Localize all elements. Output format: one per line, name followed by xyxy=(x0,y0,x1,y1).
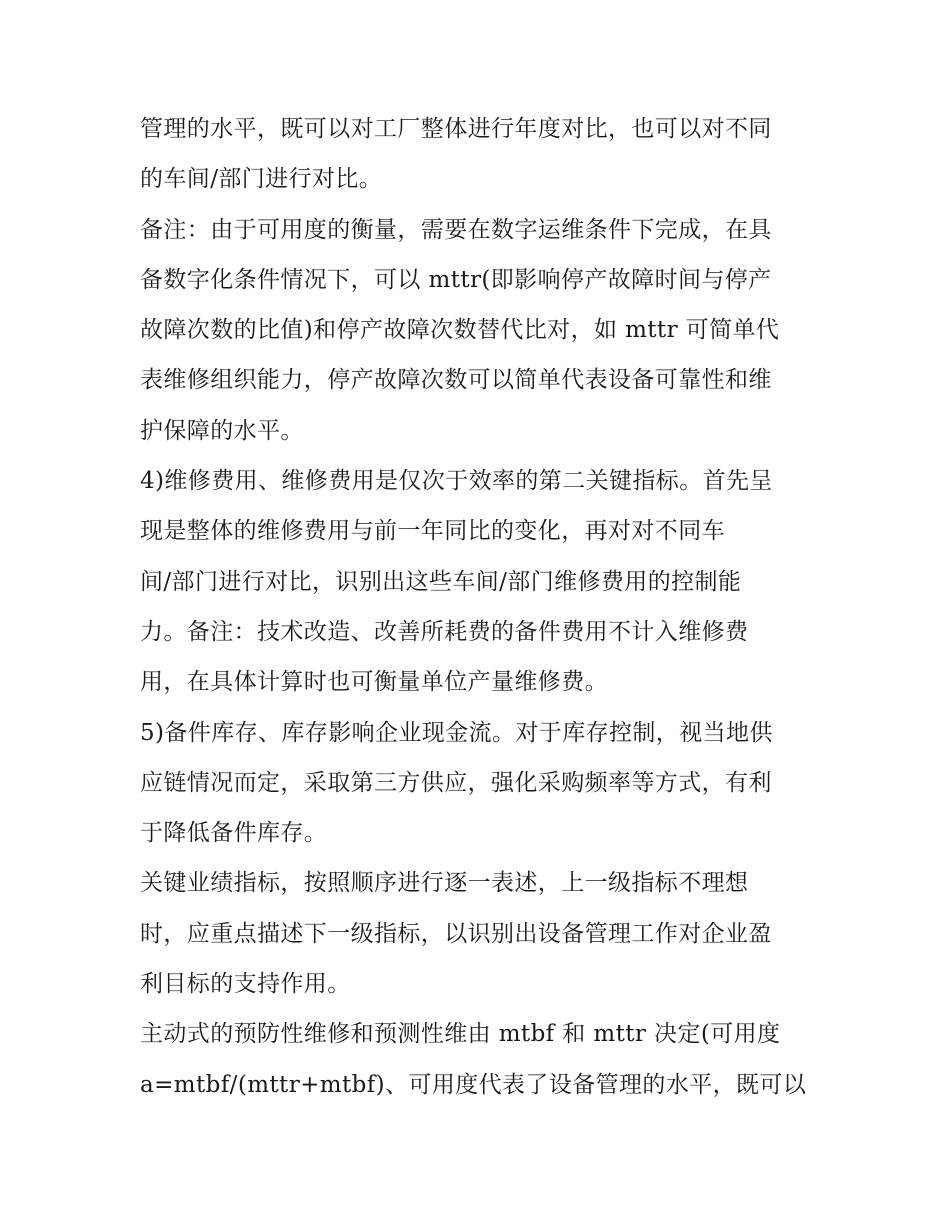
document-page xyxy=(140,104,812,1110)
text-line: 的车间/部门进行对比。 xyxy=(140,166,383,193)
paragraph-availability-note xyxy=(140,205,812,456)
text-line: 表维修组织能力，停产故障次数可以简单代表设备可靠性和维 xyxy=(140,367,772,394)
text-line: 力。备注：技术改造、改善所耗费的备件费用不计入维修费 xyxy=(140,618,749,645)
text-line: 用，在具体计算时也可衡量单位产量维修费。 xyxy=(140,669,608,696)
text-line: 主动式的预防性维修和预测性维由 mtbf 和 mttr 决定(可用度 xyxy=(140,1021,781,1048)
paragraph-kpi-order xyxy=(140,858,812,1009)
text-line: 利目标的支持作用。 xyxy=(140,971,351,998)
text-line: 护保障的水平。 xyxy=(140,417,304,444)
paragraph-spare-parts-inventory xyxy=(140,708,812,859)
text-line: 时，应重点描述下一级指标，以识别出设备管理工作对企业盈 xyxy=(140,920,772,947)
text-line: 备注：由于可用度的衡量，需要在数字运维条件下完成，在具 xyxy=(140,216,772,243)
text-line: 应链情况而定，采取第三方供应，强化采购频率等方式，有利 xyxy=(140,769,772,796)
paragraph-comparison xyxy=(140,104,812,205)
text-line: 备数字化条件情况下，可以 mttr(即影响停产故障时间与停产 xyxy=(140,266,772,293)
text-line: 管理的水平，既可以对工厂整体进行年度对比，也可以对不同 xyxy=(140,116,772,142)
text-line: 现是整体的维修费用与前一年同比的变化，再对对不同车 xyxy=(140,518,725,545)
text-line: 4)维修费用、维修费用是仅次于效率的第二关键指标。首先呈 xyxy=(140,468,773,495)
text-line: 5)备件库存、库存影响企业现金流。对于库存控制，视当地供 xyxy=(140,719,773,746)
paragraph-maintenance-cost xyxy=(140,456,812,707)
text-line: 关键业绩指标，按照顺序进行逐一表述，上一级指标不理想 xyxy=(140,870,749,897)
text-line: a=mtbf/(mttr+mtbf)、可用度代表了设备管理的水平，既可以 xyxy=(140,1071,807,1098)
text-line: 间/部门进行对比，识别出这些车间/部门维修费用的控制能 xyxy=(140,568,742,595)
text-line: 于降低备件库存。 xyxy=(140,820,328,847)
paragraph-proactive-maintenance xyxy=(140,1009,812,1110)
text-line: 故障次数的比值)和停产故障次数替代比对，如 mttr 可简单代 xyxy=(140,317,780,344)
